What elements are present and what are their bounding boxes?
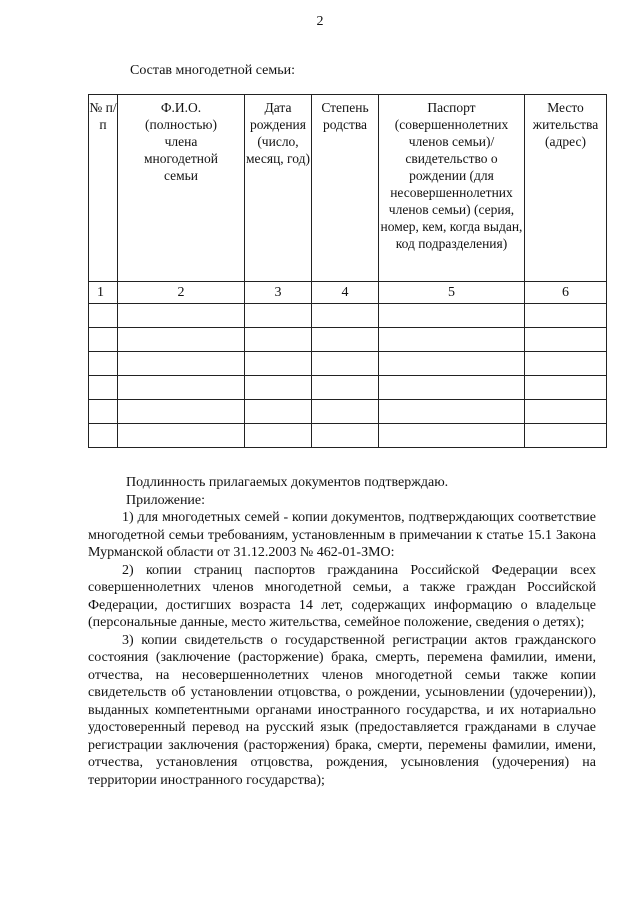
empty-cell[interactable]: [118, 376, 245, 400]
header-full-name: Ф.И.О. (полностью) члена многодетной семьи: [118, 95, 245, 282]
empty-cell[interactable]: [245, 376, 312, 400]
empty-cell[interactable]: [312, 376, 379, 400]
empty-cell[interactable]: [379, 424, 525, 448]
empty-cell[interactable]: [89, 400, 118, 424]
page-number: 2: [316, 14, 324, 29]
table-row: [89, 352, 607, 376]
empty-cell[interactable]: [312, 400, 379, 424]
empty-cell[interactable]: [118, 304, 245, 328]
empty-cell[interactable]: [89, 328, 118, 352]
appendix-item-2: 2) копии страниц паспортов гражданина Российской Федерации всех совершеннолетних членов многодетной семьи, а также граждан Российской Федерации, достигших возраста 14 лет, содержащих информацию о владельце (персональные данные, место жительства, семейное положение, сведения о детях);: [88, 562, 596, 630]
empty-cell[interactable]: [118, 424, 245, 448]
header-residence: Место жительства (адрес): [525, 95, 607, 282]
empty-cell[interactable]: [312, 304, 379, 328]
header-number: № п/п: [89, 95, 118, 282]
table-row: [89, 376, 607, 400]
empty-cell[interactable]: [245, 304, 312, 328]
column-number: 2: [118, 282, 245, 304]
table-row: [89, 400, 607, 424]
empty-cell[interactable]: [245, 352, 312, 376]
header-relation: Степень родства: [312, 95, 379, 282]
table-caption: Состав многодетной семьи:: [130, 63, 296, 78]
empty-cell[interactable]: [118, 352, 245, 376]
family-table: [88, 94, 607, 448]
document-body: [88, 474, 596, 789]
empty-cell[interactable]: [379, 376, 525, 400]
header-birth-date: Дата рождения (число, месяц, год): [245, 95, 312, 282]
empty-cell[interactable]: [525, 304, 607, 328]
column-numbers-row: [89, 282, 607, 304]
column-number: 3: [245, 282, 312, 304]
empty-cell[interactable]: [525, 424, 607, 448]
empty-cell[interactable]: [89, 304, 118, 328]
empty-cell[interactable]: [245, 424, 312, 448]
table-row: [89, 424, 607, 448]
empty-cell[interactable]: [312, 328, 379, 352]
empty-cell[interactable]: [525, 352, 607, 376]
table-header-row: [89, 95, 607, 282]
appendix-heading: Приложение:: [126, 492, 206, 508]
column-number: 1: [89, 282, 118, 304]
column-number: 4: [312, 282, 379, 304]
header-passport: Паспорт (совершеннолетних членов семьи)/ свидетельство о рождении (для несовершеннолетних членов семьи) (серия, номер, кем, когда выдан, код подразделения): [379, 95, 525, 282]
empty-cell[interactable]: [89, 424, 118, 448]
empty-cell[interactable]: [379, 304, 525, 328]
empty-cell[interactable]: [245, 400, 312, 424]
empty-cell[interactable]: [89, 352, 118, 376]
empty-cell[interactable]: [245, 328, 312, 352]
empty-cell[interactable]: [379, 352, 525, 376]
confirmation-text: Подлинность прилагаемых документов подтверждаю.: [126, 475, 449, 490]
empty-cell[interactable]: [312, 352, 379, 376]
empty-cell[interactable]: [525, 400, 607, 424]
empty-cell[interactable]: [118, 328, 245, 352]
column-number: 5: [379, 282, 525, 304]
appendix-item-3: 3) копии свидетельств о государственной регистрации актов гражданского состояния (заключение (расторжение) брака, смерть, перемена фамилии, имени, отчества, на несовершеннолетних членов многодетной семьи также копии свидетельств об установлении отцовства, о рождении, усыновлении (удочерении)), выданных компетентными органами иностранного государства, и их нотариально удостоверенный перевод на русский язык (предоставляется гражданами в случае регистрации заключения (расторжения) брака, смерти, перемены фамилии, имени, отчества, установления отцовства, рождения, усыновления (удочерения) на территории иностранного государства);: [88, 632, 596, 788]
empty-cell[interactable]: [525, 376, 607, 400]
table-row: [89, 304, 607, 328]
empty-cell[interactable]: [379, 328, 525, 352]
empty-cell[interactable]: [89, 376, 118, 400]
empty-cell[interactable]: [312, 424, 379, 448]
appendix-item-1: 1) для многодетных семей - копии документов, подтверждающих соответствие многодетной семьи требованиям, установленным в примечании к статье 15.1 Закона Мурманской области от 31.12.2003 № 462-01-ЗМО:: [88, 510, 596, 560]
empty-cell[interactable]: [379, 400, 525, 424]
empty-cell[interactable]: [118, 400, 245, 424]
empty-cell[interactable]: [525, 328, 607, 352]
table-row: [89, 328, 607, 352]
column-number: 6: [525, 282, 607, 304]
